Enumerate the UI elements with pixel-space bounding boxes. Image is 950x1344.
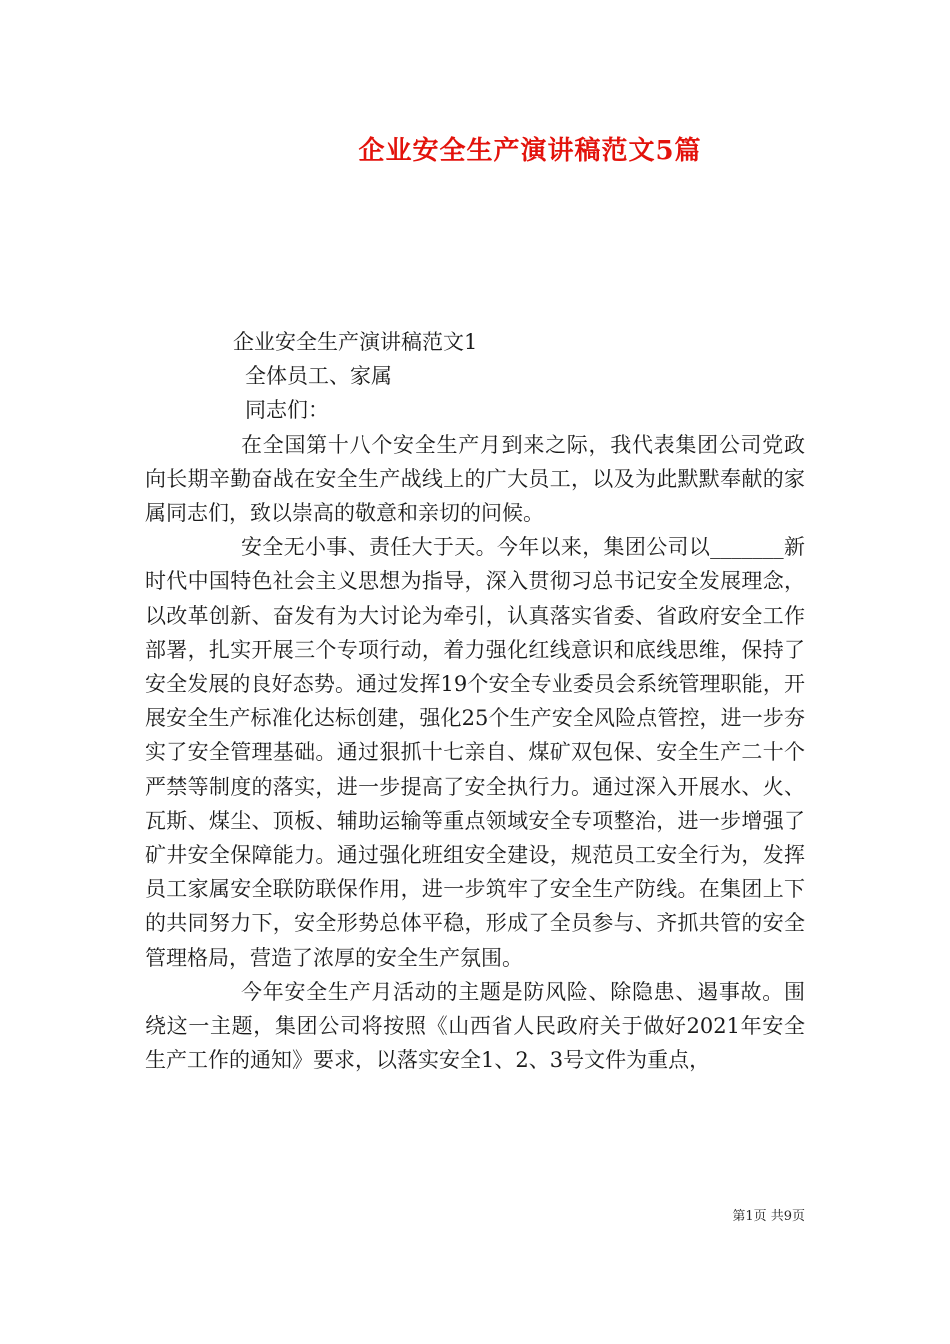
document-title: 企业安全生产演讲稿范文5篇 (358, 136, 702, 166)
paragraph: 在全国第十八个安全生产月到来之际，我代表集团公司党政向长期辛勤奋战在安全生产战线上的广大员工，以及为此默默奉献的家属同志们，致以崇高的敬意和亲切的问候。 (145, 432, 805, 526)
section-heading: 企业安全生产演讲稿范文1 (233, 330, 478, 354)
document-body (145, 325, 805, 1077)
paragraph: 安全无小事、责任大于天。今年以来，集团公司以_______新时代中国特色社会主义思想为指导，深入贯彻习总书记安全发展理念，以改革创新、奋发有为大讨论为牵引，认真落实省委、省政府安全工作部署，扎实开展三个专项行动，着力强化红线意识和底线思维，保持了安全发展的良好态势。通过发挥19个安全专业委员会系统管理职能，开展安全生产标准化达标创建，强化25个生产安全风险点管控，进一步夯实了安全管理基础。通过狠抓十七亲自、煤矿双包保、安全生产二十个严禁等制度的落实，进一步提高了安全执行力。通过深入开展水、火、瓦斯、煤尘、顶板、辅助运输等重点领域安全专项整治，进一步增强了矿井安全保障能力。通过强化班组安全建设，规范员工安全行为，发挥员工家属安全联防联保作用，进一步筑牢了安全生产防线。在集团上下的共同努力下，安全形势总体平稳，形成了全员参与、齐抓共管的安全管理格局，营造了浓厚的安全生产氛围。 (145, 535, 805, 970)
salutation-comrades: 同志们： (245, 398, 329, 423)
salutation-recipients: 全体员工、家属 (245, 364, 392, 389)
page-number-footer: 第1页 共9页 (732, 1209, 805, 1224)
paragraph: 今年安全生产月活动的主题是防风险、除隐患、遏事故。围绕这一主题，集团公司将按照《山西省人民政府关于做好2021年安全生产工作的通知》要求，以落实安全1、2、3号文件为重点， (145, 979, 805, 1073)
